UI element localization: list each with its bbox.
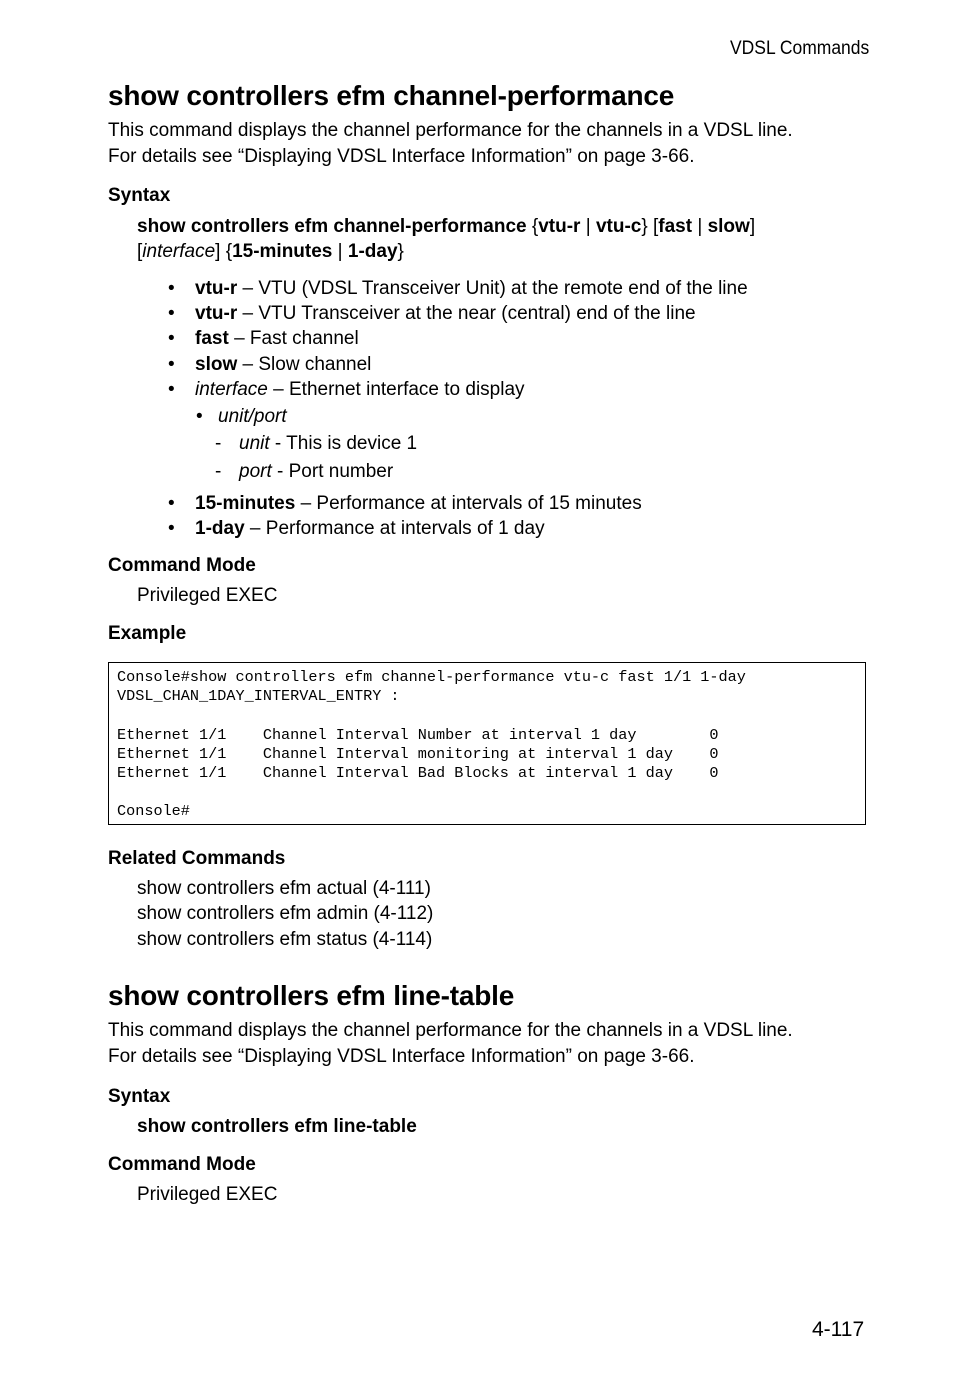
sub-list (196, 404, 287, 430)
syntax-options: {vtu-r | vtu-c} [fast | slow] (531, 216, 756, 237)
bullet-icon: • (168, 493, 175, 514)
parameter-list-2 (168, 491, 868, 541)
param-name: 15-minutes (195, 493, 296, 514)
param-item-fast (168, 326, 868, 351)
param-description: – VTU Transceiver at the near (central) end of the line (237, 303, 696, 325)
related-command-admin: show controllers efm admin (4-112) (137, 903, 434, 924)
bullet-icon: • (168, 328, 175, 350)
param-item-slow (168, 352, 868, 377)
param-description: – Performance at intervals of 15 minutes (295, 493, 642, 514)
syntax-command: show controllers efm channel-performance (137, 216, 527, 237)
param-item-15-minutes (168, 491, 868, 516)
description-line-2: For details see “Displaying VDSL Interface Information” on page 3-66. (108, 146, 695, 167)
related-command-actual: show controllers efm actual (4-111) (137, 878, 431, 899)
command-mode-heading: Command Mode (108, 1154, 256, 1175)
param-name: 1-day (195, 518, 245, 540)
syntax-line-2: [interface] {15-minutes | 1-day} (137, 241, 404, 262)
command-mode-value: Privileged EXEC (137, 585, 278, 606)
description-line-2: For details see “Displaying VDSL Interface Information” on page 3-66. (108, 1046, 695, 1067)
sub-sub-description: - Port number (271, 461, 394, 482)
param-item-vtu-r (168, 301, 868, 326)
param-description: – Slow channel (237, 353, 372, 375)
dash-marker: - (215, 461, 222, 482)
command-mode-value: Privileged EXEC (137, 1184, 278, 1205)
bullet-icon: • (168, 518, 175, 540)
command-mode-heading: Command Mode (108, 555, 256, 576)
sub-sub-item-port (215, 458, 417, 486)
dash-marker: - (215, 433, 222, 454)
parameter-list (168, 276, 868, 402)
param-name: interface (195, 378, 268, 400)
syntax-command: show controllers efm line-table (137, 1116, 417, 1137)
sub-sub-list (215, 430, 417, 486)
page-number: 4-117 (812, 1318, 865, 1341)
bullet-icon: • (196, 406, 203, 427)
description-line-1: This command displays the channel performance for the channels in a VDSL line. (108, 120, 793, 141)
console-example: Console#show controllers efm channel-performance vtu-c fast 1/1 1-day VDSL_CHAN_1DAY_INTERVAL_ENTRY : Ethernet 1/1 Channel Interval Number at interval 1 day 0 Ethernet 1/1 Channel Interval monitoring at interval 1 day 0 Ethernet 1/1 Channel Interval Bad Blocks at interval 1 day 0 Console# (108, 662, 866, 825)
bullet-icon: • (168, 353, 175, 375)
related-command-status: show controllers efm status (4-114) (137, 929, 433, 950)
param-description: – Fast channel (228, 328, 359, 350)
related-commands-heading: Related Commands (108, 848, 286, 869)
bullet-icon: • (168, 278, 175, 299)
description-line-1: This command displays the channel performance for the channels in a VDSL line. (108, 1020, 793, 1041)
bullet-icon: • (168, 378, 175, 400)
param-description: – Ethernet interface to display (267, 378, 525, 400)
param-item-vtu-r (168, 276, 868, 301)
sub-item-label: unit/port (218, 406, 287, 427)
running-header: VDSL Commands (730, 38, 870, 59)
sub-item-unit-port (196, 404, 287, 430)
param-item-interface (168, 377, 868, 402)
bullet-icon: • (168, 303, 175, 325)
sub-sub-item-unit (215, 430, 417, 458)
param-description: – Performance at intervals of 1 day (244, 518, 545, 540)
param-item-1-day (168, 516, 868, 541)
syntax-line-1 (137, 214, 755, 239)
section-title-line-table: show controllers efm line-table (108, 980, 515, 1011)
param-name: vtu-r (195, 278, 238, 299)
sub-sub-name: unit (239, 433, 270, 454)
param-description: – VTU (VDSL Transceiver Unit) at the remote end of the line (237, 278, 748, 299)
sub-sub-name: port (239, 461, 272, 482)
param-name: slow (195, 353, 238, 375)
syntax-heading: Syntax (108, 185, 171, 206)
example-heading: Example (108, 623, 187, 644)
param-name: fast (195, 328, 229, 350)
sub-sub-description: - This is device 1 (269, 433, 418, 454)
section-title-channel-performance: show controllers efm channel-performance (108, 80, 675, 111)
param-name: vtu-r (195, 303, 238, 325)
syntax-heading: Syntax (108, 1086, 171, 1107)
